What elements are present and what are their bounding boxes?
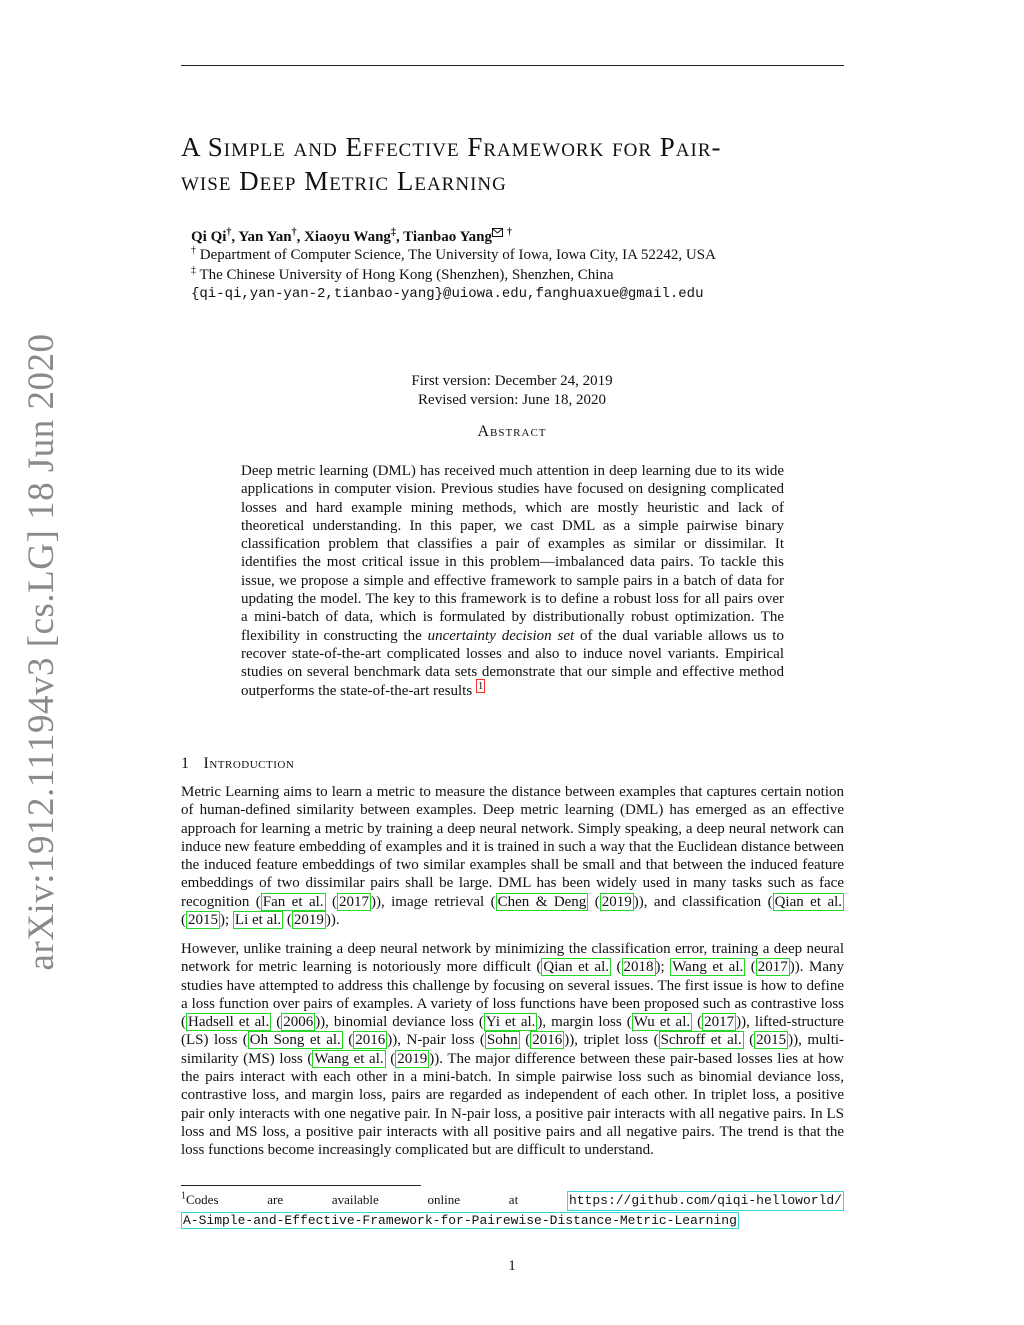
footnote-word: are bbox=[267, 1192, 284, 1207]
author-sep: , bbox=[296, 228, 305, 245]
citation-link[interactable]: 2018 bbox=[623, 959, 654, 976]
section-heading bbox=[181, 755, 294, 773]
footnote-line-2 bbox=[181, 1211, 844, 1230]
dagger-mark: † bbox=[506, 226, 512, 238]
citation-link[interactable]: 2019 bbox=[601, 893, 632, 910]
affiliation-2 bbox=[191, 267, 614, 284]
footnote-word: Codes bbox=[186, 1192, 219, 1207]
abstract-body bbox=[241, 462, 784, 700]
citation-link[interactable]: 2016 bbox=[532, 1032, 563, 1049]
text: However, unlike training a deep neural network by minimizing the classification error, training a deep neural network for metric learning is notoriously more difficult ( bbox=[181, 941, 844, 976]
citation-link[interactable]: Hadsell et al. bbox=[188, 1014, 270, 1031]
abstract-text: of the dual variable allows us to recover state-of-the-art complicated losses and also to induce novel variants. Empirical studies on several benchmark data sets demonstrate that our simple and effective method outperforms the state-of-the-art results bbox=[241, 627, 784, 699]
arxiv-sidebar-stamp: arXiv:1912.11194v3 [cs.LG] 18 Jun 2020 bbox=[21, 333, 62, 971]
text: ), margin loss ( bbox=[537, 1014, 632, 1031]
footnote-mark: 1 bbox=[181, 1190, 186, 1202]
intro-paragraph-2: However, unlike training a deep neural network by minimizing the classification error, training a deep neural network for metric learning is notoriously more difficult ( Qian et al. ( 2018 ); Wang et al. ( 2017 )). Many studies have attempted to address this challenge by focusing on several issues. The first issue is how to define a loss function over pairs of examples. A variety of loss functions have been proposed such as contrastive loss ( Hadsell et al. ( 2006 )), binomial deviance loss ( Yi et al. ), margin loss ( Wu et al. ( 2017 )), lifted-structure (LS) loss ( Oh Song et al. ( 2016 )), N-pair loss ( Sohn ( 2016 )), triplet loss ( Schroff et al. ( 2015 )), multi-similarity (MS) loss ( Wang et al. ( 2019 )). The major difference between these pair-based losses lies at how the pairs interact with each other in a mini-batch. In simple pairwise loss such as binomial deviance loss, contrastive loss, and margin loss, pairs are regarded as independent of each other. In triplet loss, a positive pair only interacts with one negative pair. In N-pair loss, a positive pair interacts with all negative pairs. In LS loss and MS loss, a positive pair interacts with all positive pairs and all negative pairs. The trend is that the loss functions become increasingly complicated but are difficult to understand. bbox=[181, 941, 845, 1159]
text: ); bbox=[220, 912, 233, 929]
citation-link[interactable]: Qian et al. bbox=[774, 893, 843, 910]
ddagger-mark: ‡ bbox=[390, 226, 396, 238]
author-qi-qi: Qi Qi bbox=[191, 228, 227, 245]
author-yan-yan: Yan Yan bbox=[238, 228, 292, 245]
footnote-word: available bbox=[331, 1192, 379, 1207]
dagger-mark: † bbox=[226, 226, 232, 238]
footnote-link[interactable]: 1 bbox=[477, 679, 484, 692]
envelope-icon bbox=[492, 227, 503, 238]
section-number: 1 bbox=[181, 755, 190, 772]
revised-version-date: Revised version: June 18, 2020 bbox=[418, 392, 606, 408]
author-tianbao-yang: Tianbao Yang bbox=[403, 228, 492, 245]
author-list bbox=[191, 228, 512, 246]
citation-link[interactable]: Wang et al. bbox=[314, 1050, 384, 1067]
text: )), triplet loss ( bbox=[564, 1032, 659, 1049]
first-version-date: First version: December 24, 2019 bbox=[411, 373, 613, 389]
abstract-heading: Abstract bbox=[477, 423, 547, 440]
footnote-lead bbox=[181, 1191, 219, 1209]
citation-link[interactable]: Fan et al. bbox=[262, 893, 324, 910]
citation-link[interactable]: Yi et al. bbox=[485, 1014, 536, 1031]
abstract-emphasis: uncertainty decision set bbox=[427, 627, 575, 644]
text: )). The major difference between these pair-based losses lies at how the pairs interact with each other in a mini-batch. In simple pairwise loss such as binomial deviance loss, contrastive loss, and margin loss, pairs are regarded as independent of each other. In triplet loss, a positive pair only interacts with one negative pair. In N-pair loss, a positive pair interacts with all negative pairs. In LS loss and MS loss, a positive pair interacts with all positive pairs and all negative pairs. The trend is that the loss functions become increasingly complicated but are difficult to understand. bbox=[181, 1050, 845, 1159]
text: Metric Learning aims to learn a metric to measure the distance between examples that captures certain notion of human-defined similarity between examples. Deep metric learning (DML) has emerged as an effective approach for learning a metric by training a deep neural network. Simply speaking, a deep neural network can induce new feature embedding of examples and it is trained in such a way that the Euclidean distance between the induced feature embeddings of two similar examples shall be small and that between the induced feature embeddings of two dissimilar pairs shall be large. DML has been widely used in many tasks such as face recognition ( bbox=[181, 784, 844, 910]
section-title: Introduction bbox=[203, 755, 295, 772]
text: )), N-pair loss ( bbox=[387, 1032, 485, 1049]
author-emails: {qi-qi,yan-yan-2,tianbao-yang}@uiowa.edu,fanghuaxue@gmail.edu bbox=[191, 286, 704, 302]
text: )). Many studies have attempted to address this challenge by focusing on several issues. The first issue is how to define a loss function over pairs of examples. A variety of loss functions have been proposed such as contrastive loss ( bbox=[181, 959, 845, 1031]
ddagger-mark: ‡ bbox=[191, 265, 196, 276]
citation-link[interactable]: Schroff et al. bbox=[660, 1032, 742, 1049]
abstract-text: Deep metric learning (DML) has received much attention in deep learning due to its wide applications in computer vision. Previous studies have focused on designing complicated losses and hard example mining methods, which are mostly heuristic and lack of theoretical understanding. In this paper, we cast DML as a simple pairwise binary classification problem that classifies a pair of examples as similar or dissimilar. It identifies the most critical issue in this problem—imbalanced data pairs. To tackle this issue, we propose a simple and effective framework to sample pairs in a batch of data for updating the model. The key to this framework is to define a robust loss for all pairs over a mini-batch of data, which is formulated by distributionally robust optimization. The flexibility in constructing the bbox=[241, 463, 784, 644]
top-rule bbox=[181, 65, 844, 66]
text: )), lifted-structure (LS) loss ( bbox=[181, 1014, 844, 1049]
citation-link[interactable]: Sohn bbox=[486, 1032, 518, 1049]
citation-link[interactable]: 2015 bbox=[756, 1032, 787, 1049]
text: )), multi-similarity (MS) loss ( bbox=[181, 1032, 845, 1067]
dagger-mark: † bbox=[291, 226, 297, 238]
citation-link[interactable]: 2017 bbox=[704, 1014, 735, 1031]
citation-link[interactable]: Qian et al. bbox=[543, 959, 609, 976]
citation-link[interactable]: 2019 bbox=[293, 912, 324, 929]
intro-paragraph-1: Metric Learning aims to learn a metric to measure the distance between examples that captures certain notion of human-defined similarity between examples. Deep metric learning (DML) has emerged as an effective approach for learning a metric by training a deep neural network. Simply speaking, a deep neural network can induce new feature embedding of examples and it is trained in such a way that the Euclidean distance between the induced feature embeddings of two similar examples shall be small and that between the induced feature embeddings of two dissimilar pairs shall be large. DML has been widely used in many tasks such as face recognition ( Fan et al. ( 2017 )), image retrieval ( Chen & Deng ( 2019 )), and classification ( Qian et al. ( 2015 ); Li et al. ( 2019 )). bbox=[181, 784, 844, 929]
citation-link[interactable]: Wu et al. bbox=[633, 1014, 691, 1031]
footnote bbox=[181, 1191, 844, 1230]
citation-link[interactable]: 2016 bbox=[355, 1032, 386, 1049]
footnote-rule bbox=[181, 1185, 421, 1186]
text: )), image retrieval ( bbox=[370, 893, 496, 910]
footnote-word: online bbox=[427, 1192, 461, 1207]
text: )). bbox=[325, 912, 340, 929]
citation-link[interactable]: Li et al. bbox=[234, 912, 282, 929]
citation-link[interactable]: 2006 bbox=[283, 1014, 314, 1031]
affiliation-1-text: Department of Computer Science, The University of Iowa, Iowa City, IA 52242, USA bbox=[199, 247, 716, 263]
citation-link[interactable]: 2017 bbox=[757, 959, 788, 976]
text: ); bbox=[655, 959, 671, 976]
citation-link[interactable]: 2015 bbox=[188, 912, 218, 929]
page-number: 1 bbox=[508, 1258, 516, 1274]
footnote-word: at bbox=[508, 1192, 519, 1207]
code-url-link[interactable]: https://github.com/qiqi-helloworld/ bbox=[567, 1191, 844, 1211]
title-line-1: A Simple and Effective Framework for Pair- bbox=[181, 132, 722, 162]
title-line-2: wise Deep Metric Learning bbox=[181, 166, 507, 196]
footnote-line-1 bbox=[181, 1191, 844, 1211]
citation-link[interactable]: Chen & Deng bbox=[497, 893, 587, 910]
affiliation-2-text: The Chinese University of Hong Kong (Shenzhen), Shenzhen, China bbox=[199, 267, 614, 283]
citation-link[interactable]: 2017 bbox=[338, 893, 369, 910]
author-sep: , bbox=[395, 228, 404, 245]
paper-title bbox=[181, 130, 846, 198]
code-url-link[interactable]: A-Simple-and-Effective-Framework-for-Pairewise-Distance-Metric-Learning bbox=[183, 1213, 737, 1228]
citation-link[interactable]: Oh Song et al. bbox=[249, 1032, 341, 1049]
citation-link[interactable]: Wang et al. bbox=[672, 959, 744, 976]
author-sep: , bbox=[231, 228, 239, 245]
text: )), binomial deviance loss ( bbox=[315, 1014, 484, 1031]
dagger-mark: † bbox=[191, 245, 196, 256]
text: )), and classification ( bbox=[633, 893, 773, 910]
affiliation-1 bbox=[191, 247, 716, 264]
citation-link[interactable]: 2019 bbox=[397, 1050, 428, 1067]
author-xiaoyu-wang: Xiaoyu Wang bbox=[304, 228, 391, 245]
